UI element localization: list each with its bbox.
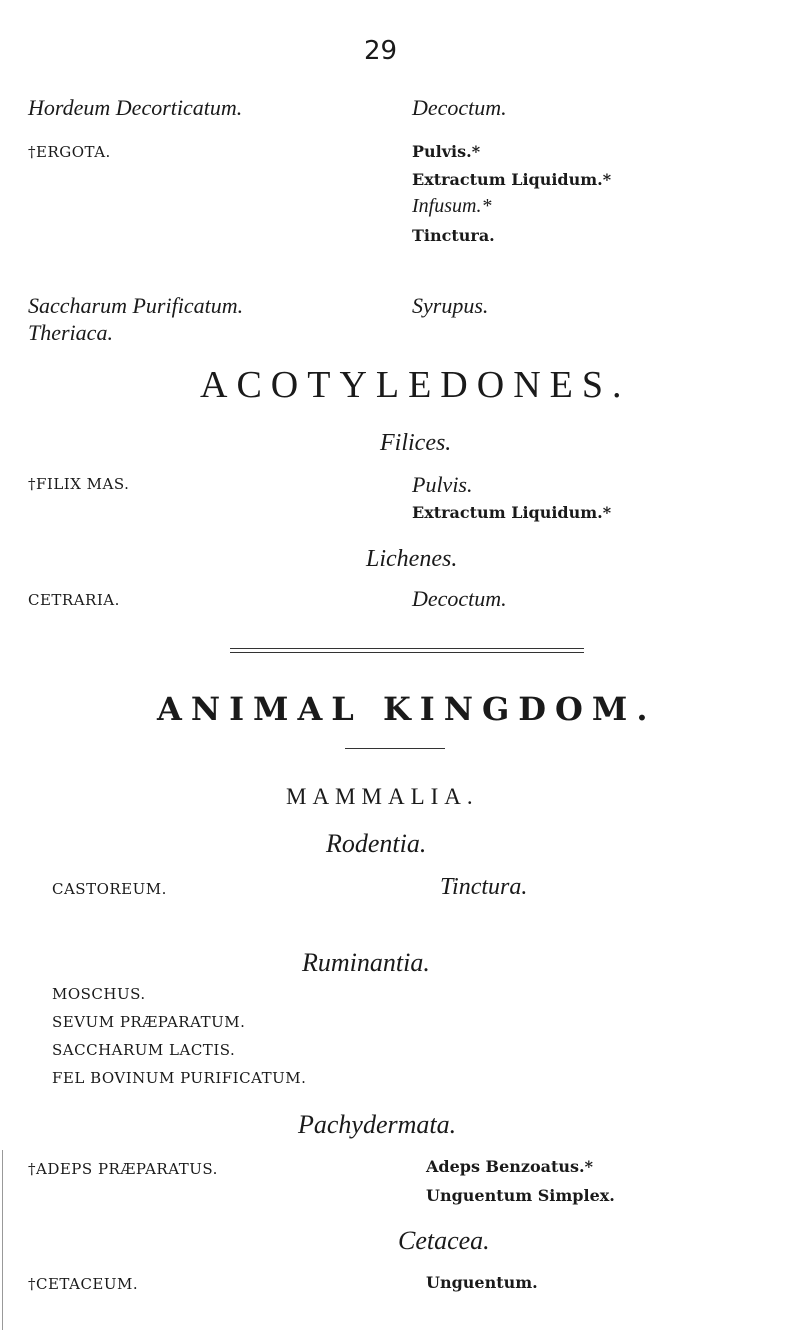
cetraria-entry: CETRARIA. <box>28 591 120 609</box>
decoctum-title: Decoctum. <box>412 95 507 120</box>
extractum-liquidum-entry: Extractum Liquidum.* <box>412 503 612 522</box>
acotyledones-heading: ACOTYLEDONES. <box>200 364 631 406</box>
filix-mas-entry: †FILIX MAS. <box>28 475 130 493</box>
cetaceum-entry: †CETACEUM. <box>28 1275 139 1293</box>
pulvis-italic: Pulvis. <box>412 472 473 497</box>
double-rule-bottom <box>230 652 584 653</box>
filices-title: Filices. <box>380 430 452 456</box>
ergota-entry: †ERGOTA. <box>28 143 111 161</box>
ruminantia-item: FEL BOVINUM PURIFICATUM. <box>52 1069 307 1087</box>
mammalia-heading: MAMMALIA. <box>286 784 479 809</box>
adeps-benzoatus-entry: Adeps Benzoatus.* <box>426 1157 593 1176</box>
castoreum-entry: CASTOREUM. <box>52 880 167 898</box>
lichenes-title: Lichenes. <box>366 546 458 572</box>
ruminantia-item: SACCHARUM LACTIS. <box>52 1041 236 1059</box>
saccharum-title: Saccharum Purificatum. <box>28 293 244 318</box>
cetacea-title: Cetacea. <box>398 1226 490 1255</box>
adeps-entry: †ADEPS PRÆPARATUS. <box>28 1160 218 1178</box>
unguentum-entry: Unguentum. <box>426 1273 538 1292</box>
infusum-entry: Infusum.* <box>412 195 492 217</box>
syrupus-title: Syrupus. <box>412 293 489 318</box>
ruminantia-item: MOSCHUS. <box>52 985 146 1003</box>
pulvis-entry: Pulvis.* <box>412 142 481 161</box>
hordeum-title: Hordeum Decorticatum. <box>28 95 243 120</box>
ruminantia-item: SEVUM PRÆPARATUM. <box>52 1013 246 1031</box>
margin-line <box>2 1150 3 1330</box>
double-rule-top <box>230 648 584 649</box>
theriaca-title: Theriaca. <box>28 320 113 345</box>
pachydermata-title: Pachydermata. <box>298 1110 457 1139</box>
unguentum-simplex-entry: Unguentum Simplex. <box>426 1186 615 1205</box>
short-rule <box>345 748 445 749</box>
ruminantia-title: Ruminantia. <box>302 948 430 977</box>
rodentia-title: Rodentia. <box>326 829 427 858</box>
tinctura-castoreum: Tinctura. <box>440 874 528 900</box>
decoctum-lichen: Decoctum. <box>412 586 507 611</box>
tinctura-entry: Tinctura. <box>412 226 495 245</box>
extractum-entry: Extractum Liquidum.* <box>412 170 612 189</box>
page-number: 29 <box>364 36 398 66</box>
animal-kingdom-heading: ANIMAL KINGDOM. <box>157 690 657 728</box>
